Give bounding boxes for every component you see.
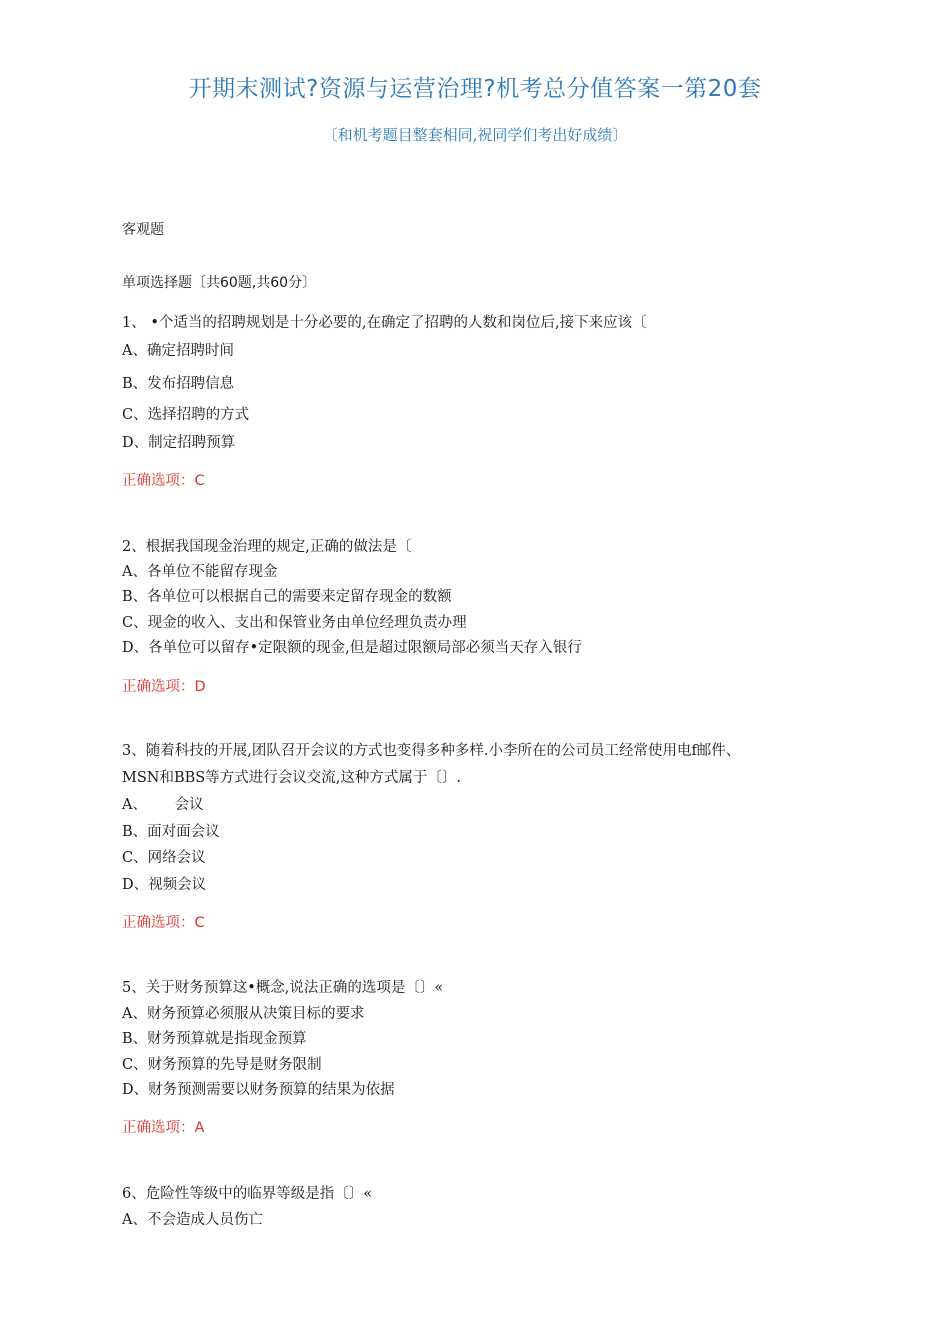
section-single-choice-label: 单项选择题〔共60题,共60分〕 — [122, 275, 317, 291]
question-2-stem: 2、根据我国现金治理的规定,正确的做法是〔 — [122, 539, 412, 555]
question-5-option-a: A、财务预算必须服从决策目标的要求 — [122, 1006, 365, 1022]
question-2-option-a: A、各单位不能留存现金 — [122, 564, 278, 580]
question-3-stem-line-1: 3、随着科技的开展,团队召开会议的方式也变得多种多样.小李所在的公司员工经常使用电f邮件、 — [122, 743, 741, 759]
question-2-option-d: D、各单位可以留存•定限额的现金,但是超过限额局部必须当天存入银行 — [122, 640, 582, 656]
question-6-option-a: A、不会造成人员伤亡 — [122, 1212, 263, 1228]
question-3-option-a: A、 会议 — [122, 797, 204, 813]
question-1-option-c: C、选择招聘的方式 — [122, 407, 250, 423]
question-1-stem: 1、 •个适当的招聘规划是十分必要的,在确定了招聘的人数和岗位后,接下来应该〔 — [122, 315, 647, 331]
page-title: 开期末测试?资源与运营治理?机考总分值答案一第20套 — [188, 76, 762, 102]
page-subtitle: 〔和机考题目整套相同,祝同学们考出好成绩〕 — [322, 126, 628, 144]
question-3-option-d: D、视频会议 — [122, 877, 207, 893]
question-2-option-b: B、各单位可以根据自己的需要来定留存现金的数额 — [122, 589, 452, 605]
question-3-option-c: C、网络会议 — [122, 850, 206, 866]
question-1-answer: 正确选项：C — [122, 473, 205, 489]
question-3-answer: 正确选项：C — [122, 915, 205, 931]
question-5-stem: 5、关于财务预算这•概念,说法正确的选项是〔〕« — [122, 980, 444, 996]
question-5-option-c: C、财务预算的先导是财务限制 — [122, 1057, 322, 1073]
section-objective-label: 客观题 — [122, 222, 164, 238]
question-1-option-b: B、发布招聘信息 — [122, 376, 235, 392]
question-1-option-a: A、确定招聘时间 — [122, 343, 234, 359]
question-1-option-d: D、制定招聘预算 — [122, 435, 236, 451]
question-5-option-d: D、财务预测需要以财务预算的结果为依据 — [122, 1082, 395, 1098]
question-2-answer: 正确选项：D — [122, 679, 206, 695]
question-6-stem: 6、危险性等级中的临界等级是指〔〕« — [122, 1186, 373, 1202]
question-3-option-b: B、面对面会议 — [122, 824, 220, 840]
question-3-stem-line-2: MSN和BBS等方式进行会议交流,这种方式属于〔〕. — [122, 770, 461, 786]
question-5-option-b: B、财务预算就是指现金预算 — [122, 1031, 307, 1047]
question-5-answer: 正确选项：A — [122, 1120, 205, 1136]
question-2-option-c: C、现金的收入、支出和保管业务由单位经理负责办理 — [122, 615, 467, 631]
